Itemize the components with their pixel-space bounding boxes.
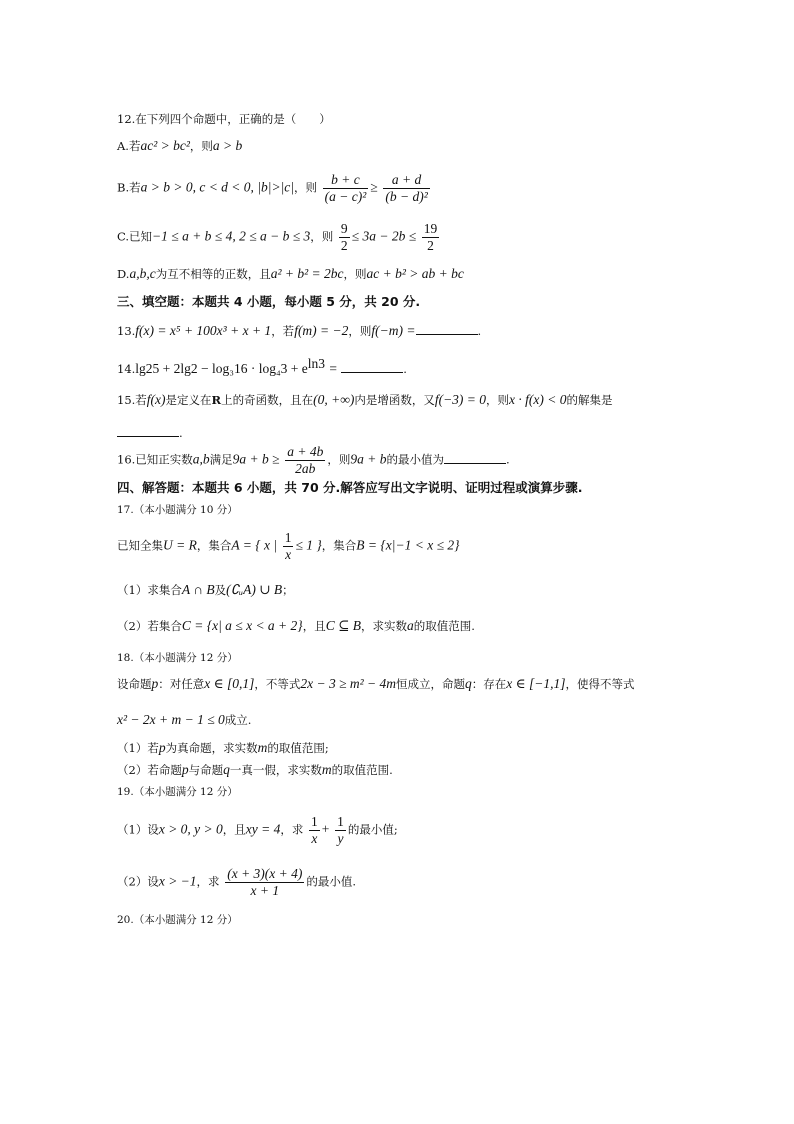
q15: 15.若f(x)是定义在R上的奇函数，且在(0, +∞)内是增函数，又f(−3) = 0，则x · f(x) < 0的解集是 [117, 392, 613, 407]
q12-option-b: B.若a > b > 0, c < d < 0, |b|>|c|，则 $\frac{b + c}{\text{(a − c)²}}$ ≥ $\frac{a + d}{\text{(b − d)²}}$ [117, 172, 428, 204]
q19-part-1: （1）设x > 0, y > 0，且xy = 4，求 $\frac{1}{x}$ + $\frac{1}{y}$ 的最小值; [117, 814, 398, 846]
fraction: $\frac{a + d}{\text{(b − d)²}}$ [385, 172, 428, 204]
answer-blank [416, 322, 478, 335]
q16: 16.已知正实数a,b满足9a + b ≥ $\frac{a + 4b}{2ab}$ ，则9a + b的最小值为 . [117, 444, 510, 476]
q12-option-d: D.a,b,c为互不相等的正数，且a² + b² = 2bc，则ac + b² > ab + bc [117, 266, 464, 281]
q14: $14.\lg 25 + 2\lg 2 - \log_316 \cdot \log_43 + e^{ln3}$ = . [117, 356, 407, 376]
fraction: $\frac{19}{2}$ [423, 221, 438, 253]
q18-part-2: （2）若命题p与命题q一真一假，求实数m的取值范围. [117, 762, 393, 777]
answer-blank [117, 424, 179, 437]
q12-stem: 12.在下列四个命题中，正确的是（ ） [117, 112, 331, 126]
q17-statement: 已知全集U = R，集合A = { x | $\frac{1}{x}$ ≤ 1 }，集合B = {x|−1 < x ≤ 2} [117, 530, 460, 562]
q18-heading: 18.（本小题满分 12 分） [117, 652, 238, 664]
q18-statement-cont: x² − 2x + m − 1 ≤ 0成立. [117, 712, 252, 727]
q17-heading: 17.（本小题满分 10 分） [117, 504, 238, 516]
q12-option-a: A.若ac² > bc²，则a > b [117, 138, 243, 153]
fraction: $\frac{9}{2}$ [340, 221, 348, 253]
q19-part-2: （2）设x > −1，求 $\frac{(x + 3)(x + 4)}{x + 1}$ 的最小值. [117, 866, 357, 898]
q13: 13.f(x) = x⁵ + 100x³ + x + 1，若f(m) = −2，则f(−m) = . [117, 323, 482, 338]
q18-part-1: （1）若p为真命题，求实数m的取值范围; [117, 740, 329, 755]
q17-part-2: （2）若集合C = {x| a ≤ x < a + 2}，且C ⊆ B，求实数a的取值范围. [117, 618, 475, 633]
answer-blank [341, 360, 403, 373]
answer-blank [444, 451, 506, 464]
fraction: $\frac{(x + 3)(x + 4)}{x + 1}$ [227, 866, 303, 898]
fraction: $\frac{1}{x}$ [284, 530, 292, 562]
fraction: $\frac{1}{x}$ [311, 814, 318, 846]
q12-option-c: C.已知−1 ≤ a + b ≤ 4, 2 ≤ a − b ≤ 3，则 $\frac{9}{2}$ ≤ 3a − 2b ≤ $\frac{19}{2}$ [117, 221, 438, 253]
q18-statement: 设命题p：对任意x ∈ [0,1]，不等式2x − 3 ≥ m² − 4m恒成立，命题q：存在x ∈ [−1,1]，使得不等式 [117, 676, 635, 691]
q17-part-1: （1）求集合A ∩ B及(∁ᵤA) ∪ B； [117, 582, 294, 597]
q20-heading: 20.（本小题满分 12 分） [117, 914, 238, 926]
q19-heading: 19.（本小题满分 12 分） [117, 786, 238, 798]
fraction: $\frac{1}{y}$ [337, 814, 344, 846]
q15-answer-line: . [117, 424, 183, 441]
section-heading: 四、解答题：本题共 6 小题，共 70 分.解答应写出文字说明、证明过程或演算步骤. [117, 480, 583, 495]
fraction: $\frac{a + 4b}{2ab}$ [287, 444, 324, 476]
section-heading: 三、填空题：本题共 4 小题，每小题 5 分，共 20 分. [117, 294, 421, 309]
fraction: $\frac{b + c}{\text{(a − c)²}}$ [324, 172, 367, 204]
